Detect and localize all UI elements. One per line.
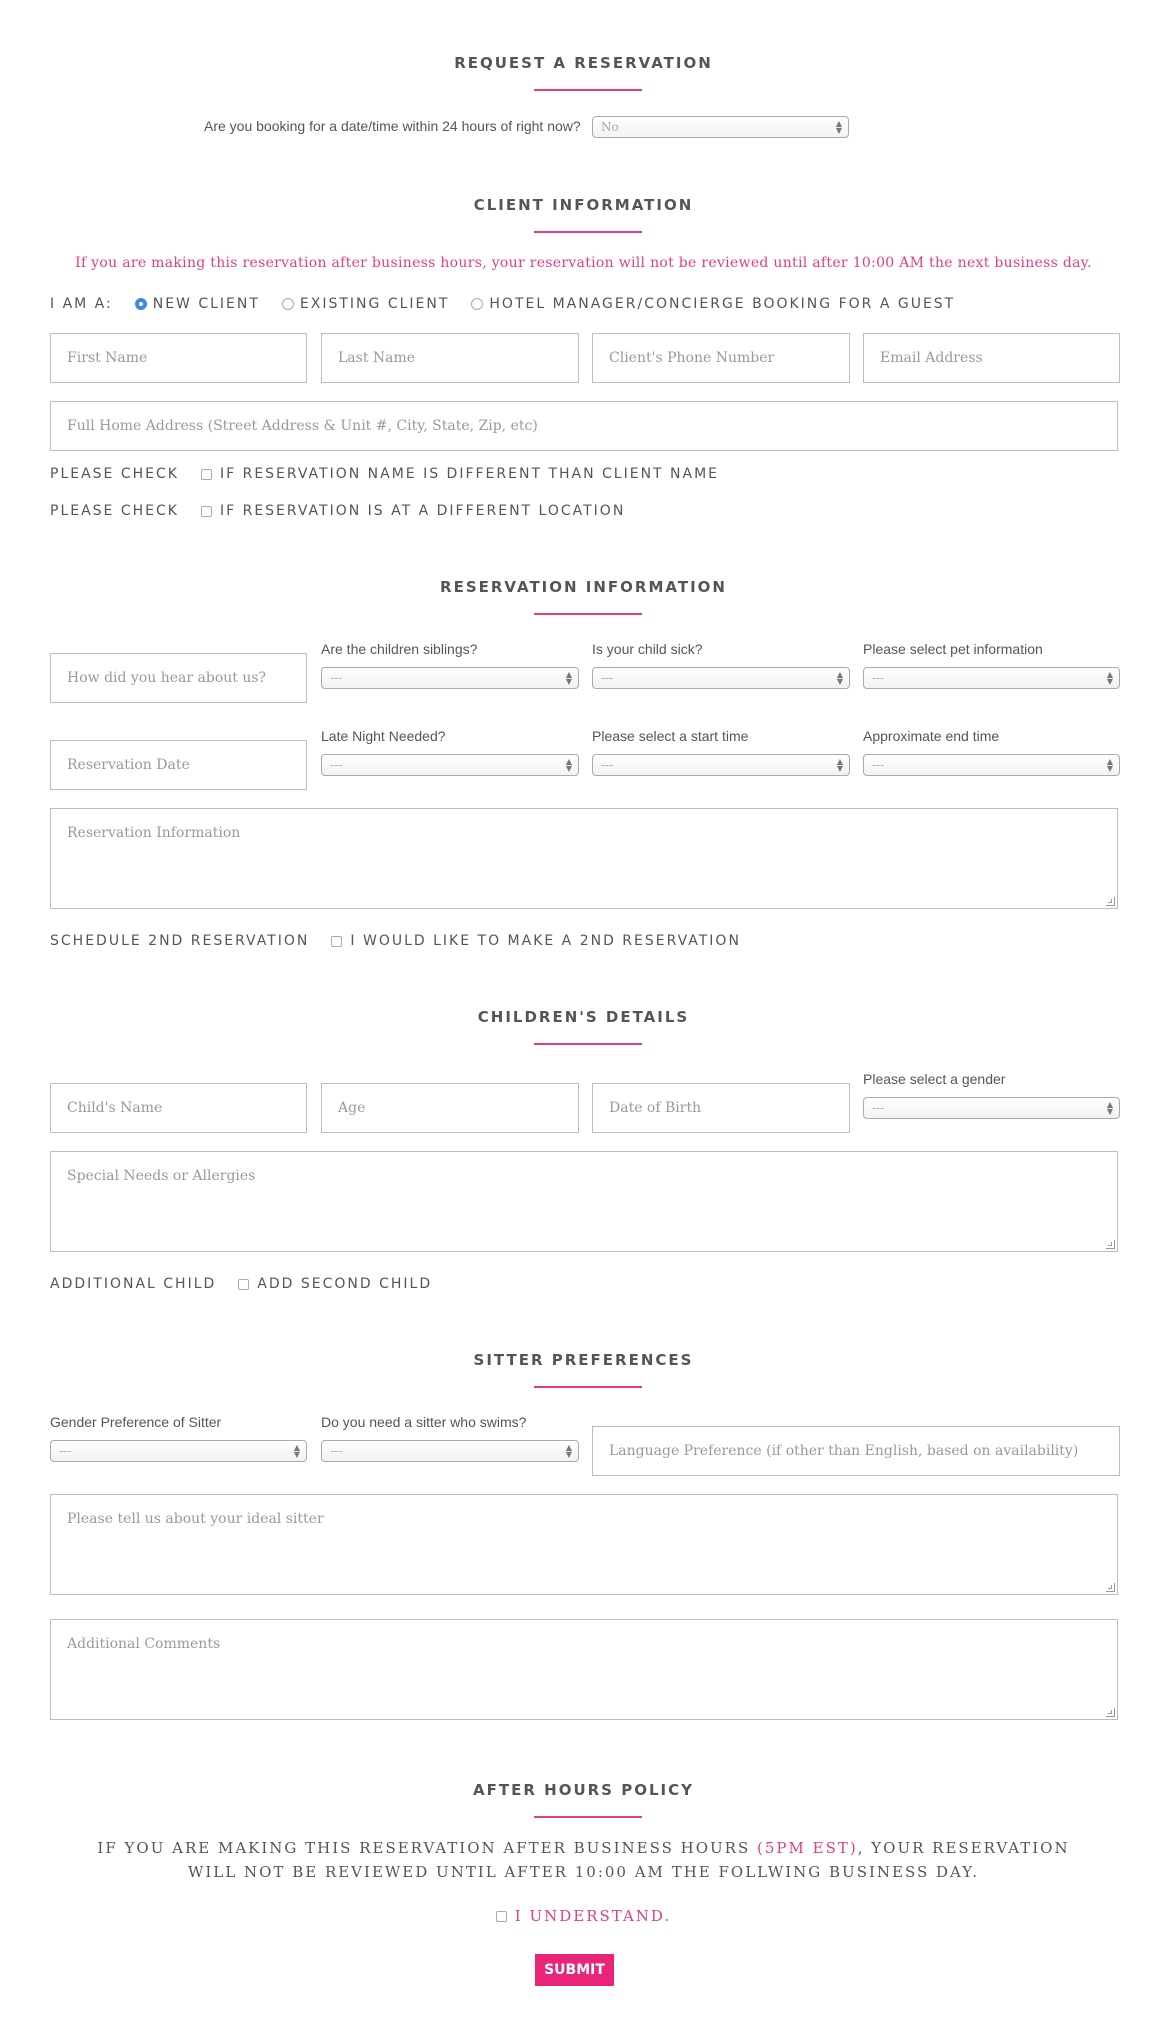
second-reservation-label: I WOULD LIKE TO MAKE A 2ND RESERVATION [350, 933, 741, 949]
first-name-input[interactable]: First Name [50, 333, 307, 383]
different-name-row [50, 464, 719, 484]
child-name-input[interactable]: Child's Name [50, 1083, 307, 1133]
different-name-checkbox[interactable] [201, 469, 212, 480]
select-arrows-icon: ▲ ▼ [836, 757, 843, 773]
hotel-manager-radio[interactable] [471, 298, 483, 310]
reservation-date-input[interactable]: Reservation Date [50, 740, 307, 790]
understand-row [0, 1906, 1167, 1926]
pet-info-select[interactable]: --- ▲ ▼ [863, 667, 1120, 689]
resize-grip-icon[interactable] [1106, 1583, 1115, 1592]
end-time-label: Approximate end time [863, 728, 1000, 744]
add-second-child-checkbox[interactable] [238, 1279, 249, 1290]
add-second-child-label: ADD SECOND CHILD [257, 1276, 433, 1292]
policy-text: IF YOU ARE MAKING THIS RESERVATION AFTER BUSINESS HOURS (5PM EST), YOUR RESERVATION WILL NOT BE REVIEWED UNTIL AFTER 10:00 AM THE FOLLWING BUSINESS DAY. [97, 1839, 1070, 1881]
different-name-label: IF RESERVATION NAME IS DIFFERENT THAN CLIENT NAME [219, 466, 720, 482]
select-arrows-icon: ▲ ▼ [565, 670, 572, 686]
second-reservation-row [50, 931, 741, 951]
children-title: CHILDREN'S DETAILS [477, 1008, 690, 1026]
start-time-select[interactable]: --- ▲ ▼ [592, 754, 850, 776]
additional-child-row [50, 1274, 432, 1294]
sitter-swim-label: Do you need a sitter who swims? [321, 1414, 527, 1430]
child-age-input[interactable]: Age [321, 1083, 579, 1133]
different-location-checkbox[interactable] [201, 506, 212, 517]
client-type-group [50, 294, 955, 314]
divider [534, 231, 642, 233]
i-am-label: I AM A: [50, 296, 113, 312]
special-needs-placeholder: Special Needs or Allergies [67, 1168, 256, 1184]
ideal-sitter-placeholder: Please tell us about your ideal sitter [67, 1511, 324, 1527]
late-night-select[interactable]: --- ▲ ▼ [321, 754, 579, 776]
child-gender-label: Please select a gender [863, 1071, 1006, 1087]
please-check-label: PLEASE CHECK [50, 466, 179, 482]
reservation-title: RESERVATION INFORMATION [440, 578, 727, 596]
existing-client-label: EXISTING CLIENT [299, 296, 450, 312]
resize-grip-icon[interactable] [1106, 1240, 1115, 1249]
late-night-label: Late Night Needed? [321, 728, 446, 744]
child-sick-select[interactable]: --- ▲ ▼ [592, 667, 850, 689]
ideal-sitter-textarea[interactable] [50, 1494, 1118, 1595]
after-hours-notice: If you are making this reservation after business hours, your reservation will not be reviewed until after 10:00 AM the next business day. [75, 255, 1092, 271]
reservation-info-textarea[interactable] [50, 808, 1118, 909]
sitter-swim-select[interactable]: --- ▲ ▼ [321, 1440, 579, 1462]
new-client-label: NEW CLIENT [152, 296, 260, 312]
end-time-select[interactable]: --- ▲ ▼ [863, 754, 1120, 776]
child-gender-select[interactable]: --- ▲ ▼ [863, 1097, 1120, 1119]
policy-title: AFTER HOURS POLICY [473, 1781, 694, 1799]
existing-client-radio[interactable] [282, 298, 294, 310]
language-preference-input[interactable]: Language Preference (if other than English, based on availability) [592, 1426, 1120, 1476]
submit-button[interactable]: SUBMIT [535, 1954, 614, 1986]
please-check-label: PLEASE CHECK [50, 503, 179, 519]
sitter-title: SITTER PREFERENCES [473, 1351, 694, 1369]
select-arrows-icon: ▲ ▼ [293, 1443, 300, 1459]
divider [534, 613, 642, 615]
divider [534, 1386, 642, 1388]
schedule-second-label: SCHEDULE 2ND RESERVATION [50, 933, 310, 949]
sitter-gender-label: Gender Preference of Sitter [50, 1414, 222, 1430]
within-24-hours-question: Are you booking for a date/time within 24 hours of right now? [204, 118, 581, 134]
start-time-label: Please select a start time [592, 728, 749, 744]
child-sick-label: Is your child sick? [592, 641, 703, 657]
different-location-label: IF RESERVATION IS AT A DIFFERENT LOCATION [219, 503, 626, 519]
divider [534, 1816, 642, 1818]
hear-about-us-input[interactable]: How did you hear about us? [50, 653, 307, 703]
different-location-row [50, 501, 625, 521]
select-arrows-icon: ▲ ▼ [1106, 757, 1113, 773]
hotel-manager-label: HOTEL MANAGER/CONCIERGE BOOKING FOR A GUEST [489, 296, 956, 312]
reservation-info-placeholder: Reservation Information [67, 825, 241, 841]
last-name-input[interactable]: Last Name [321, 333, 579, 383]
select-arrows-icon: ▲ ▼ [1106, 670, 1113, 686]
client-title: CLIENT INFORMATION [473, 196, 694, 214]
phone-input[interactable]: Client's Phone Number [592, 333, 850, 383]
siblings-label: Are the children siblings? [321, 641, 478, 657]
request-title: REQUEST A RESERVATION [454, 54, 713, 72]
business-hours-highlight: (5PM EST) [757, 1839, 858, 1857]
select-arrows-icon: ▲ ▼ [565, 757, 572, 773]
sitter-gender-select[interactable]: --- ▲ ▼ [50, 1440, 307, 1462]
select-arrows-icon: ▲ ▼ [835, 119, 842, 135]
divider [534, 1043, 642, 1045]
understand-label: I UNDERSTAND. [514, 1907, 672, 1925]
within-24-hours-select[interactable]: No ▲ ▼ [592, 116, 849, 138]
child-dob-input[interactable]: Date of Birth [592, 1083, 850, 1133]
new-client-radio[interactable] [135, 298, 147, 310]
select-arrows-icon: ▲ ▼ [565, 1443, 572, 1459]
additional-comments-textarea[interactable] [50, 1619, 1118, 1720]
resize-grip-icon[interactable] [1106, 897, 1115, 906]
resize-grip-icon[interactable] [1106, 1708, 1115, 1717]
siblings-select[interactable]: --- ▲ ▼ [321, 667, 579, 689]
email-input[interactable]: Email Address [863, 333, 1120, 383]
pet-info-label: Please select pet information [863, 641, 1043, 657]
select-arrows-icon: ▲ ▼ [836, 670, 843, 686]
select-arrows-icon: ▲ ▼ [1106, 1100, 1113, 1116]
special-needs-textarea[interactable] [50, 1151, 1118, 1252]
second-reservation-checkbox[interactable] [331, 936, 342, 947]
additional-child-label: ADDITIONAL CHILD [50, 1276, 217, 1292]
home-address-input[interactable]: Full Home Address (Street Address & Unit #, City, State, Zip, etc) [50, 401, 1118, 451]
divider [534, 89, 642, 91]
additional-comments-placeholder: Additional Comments [67, 1636, 221, 1652]
understand-checkbox[interactable] [496, 1911, 507, 1922]
